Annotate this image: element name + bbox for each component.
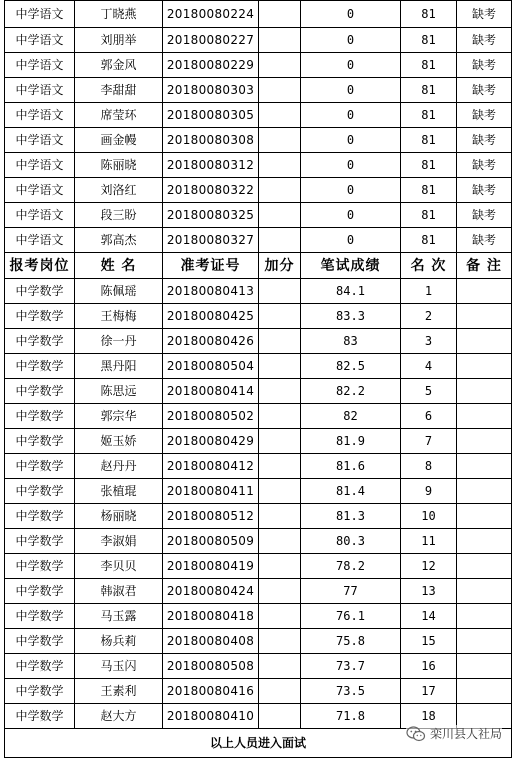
- cell-id: 20180080410: [163, 704, 259, 729]
- cell-score: 81.4: [301, 479, 401, 504]
- cell-score: 0: [301, 203, 401, 228]
- cell-post: 中学数学: [5, 579, 75, 604]
- header-add: 加分: [259, 253, 301, 279]
- cell-score: 76.1: [301, 604, 401, 629]
- cell-name: 刘洛红: [75, 178, 163, 203]
- cell-post: 中学数学: [5, 329, 75, 354]
- cell-post: 中学语文: [5, 128, 75, 153]
- cell-note: 缺考: [457, 78, 512, 103]
- cell-note: [457, 654, 512, 679]
- table-row: [5, 304, 512, 329]
- table-row: [5, 178, 512, 203]
- table-row: [5, 329, 512, 354]
- cell-note: [457, 679, 512, 704]
- cell-name: 郭金风: [75, 53, 163, 78]
- table-row: [5, 354, 512, 379]
- cell-rank: 6: [401, 404, 457, 429]
- cell-note: 缺考: [457, 178, 512, 203]
- cell-name: 陈佩瑶: [75, 279, 163, 304]
- cell-id: 20180080419: [163, 554, 259, 579]
- cell-score: 73.5: [301, 679, 401, 704]
- cell-rank: 2: [401, 304, 457, 329]
- cell-rank: 81: [401, 53, 457, 78]
- cell-add: [259, 53, 301, 78]
- cell-post: 中学语文: [5, 203, 75, 228]
- cell-add: [259, 279, 301, 304]
- cell-id: 20180080413: [163, 279, 259, 304]
- cell-score: 83.3: [301, 304, 401, 329]
- cell-name: 画金幔: [75, 128, 163, 153]
- cell-note: 缺考: [457, 153, 512, 178]
- table-row: [5, 53, 512, 78]
- cell-add: [259, 629, 301, 654]
- cell-score: 81.9: [301, 429, 401, 454]
- cell-add: [259, 454, 301, 479]
- cell-id: 20180080418: [163, 604, 259, 629]
- cell-name: 段三盼: [75, 203, 163, 228]
- cell-rank: 9: [401, 479, 457, 504]
- cell-score: 0: [301, 53, 401, 78]
- footer-note: 以上人员进入面试: [5, 729, 512, 758]
- cell-add: [259, 429, 301, 454]
- cell-id: 20180080502: [163, 404, 259, 429]
- cell-rank: 13: [401, 579, 457, 604]
- cell-add: [259, 28, 301, 53]
- table-row: [5, 153, 512, 178]
- cell-rank: 81: [401, 228, 457, 253]
- table-row: [5, 679, 512, 704]
- cell-note: [457, 629, 512, 654]
- cell-post: 中学数学: [5, 704, 75, 729]
- table-row: [5, 479, 512, 504]
- cell-score: 73.7: [301, 654, 401, 679]
- table-row: [5, 579, 512, 604]
- cell-post: 中学数学: [5, 629, 75, 654]
- cell-id: 20180080224: [163, 1, 259, 28]
- cell-rank: 5: [401, 379, 457, 404]
- cell-id: 20180080411: [163, 479, 259, 504]
- cell-post: 中学数学: [5, 654, 75, 679]
- cell-rank: 81: [401, 203, 457, 228]
- cell-score: 78.2: [301, 554, 401, 579]
- cell-post: 中学数学: [5, 554, 75, 579]
- cell-note: [457, 354, 512, 379]
- cell-id: 20180080322: [163, 178, 259, 203]
- cell-add: [259, 228, 301, 253]
- cell-name: 李甜甜: [75, 78, 163, 103]
- watermark-text: 栾川县人社局: [429, 727, 502, 741]
- cell-note: [457, 304, 512, 329]
- table-row: [5, 78, 512, 103]
- cell-post: 中学数学: [5, 279, 75, 304]
- cell-rank: 3: [401, 329, 457, 354]
- table-body-bottom: [5, 279, 512, 729]
- cell-note: [457, 404, 512, 429]
- cell-rank: 11: [401, 529, 457, 554]
- cell-name: 陈丽晓: [75, 153, 163, 178]
- cell-post: 中学语文: [5, 178, 75, 203]
- cell-score: 82.2: [301, 379, 401, 404]
- cell-score: 0: [301, 228, 401, 253]
- table-body-top: [5, 1, 512, 253]
- cell-add: [259, 679, 301, 704]
- cell-rank: 10: [401, 504, 457, 529]
- cell-post: 中学数学: [5, 304, 75, 329]
- cell-post: 中学语文: [5, 153, 75, 178]
- cell-add: [259, 128, 301, 153]
- cell-note: [457, 429, 512, 454]
- cell-id: 20180080227: [163, 28, 259, 53]
- cell-post: 中学语文: [5, 53, 75, 78]
- cell-add: [259, 504, 301, 529]
- header-id: 准考证号: [163, 253, 259, 279]
- cell-note: [457, 379, 512, 404]
- cell-post: 中学语文: [5, 103, 75, 128]
- table-row: [5, 429, 512, 454]
- cell-add: [259, 103, 301, 128]
- cell-score: 0: [301, 178, 401, 203]
- cell-post: 中学数学: [5, 679, 75, 704]
- cell-note: 缺考: [457, 128, 512, 153]
- cell-note: [457, 579, 512, 604]
- cell-name: 姬玉娇: [75, 429, 163, 454]
- cell-id: 20180080429: [163, 429, 259, 454]
- cell-post: 中学数学: [5, 354, 75, 379]
- cell-add: [259, 479, 301, 504]
- cell-note: 缺考: [457, 228, 512, 253]
- cell-rank: 81: [401, 103, 457, 128]
- cell-note: [457, 329, 512, 354]
- cell-note: 缺考: [457, 53, 512, 78]
- cell-score: 0: [301, 78, 401, 103]
- header-score: 笔试成绩: [301, 253, 401, 279]
- cell-score: 81.6: [301, 454, 401, 479]
- table-row: [5, 128, 512, 153]
- cell-rank: 81: [401, 1, 457, 28]
- cell-name: 王素利: [75, 679, 163, 704]
- cell-note: [457, 454, 512, 479]
- cell-post: 中学数学: [5, 529, 75, 554]
- cell-add: [259, 78, 301, 103]
- cell-note: [457, 554, 512, 579]
- header-name: 姓 名: [75, 253, 163, 279]
- cell-post: 中学语文: [5, 78, 75, 103]
- cell-id: 20180080325: [163, 203, 259, 228]
- cell-name: 李淑娟: [75, 529, 163, 554]
- cell-note: 缺考: [457, 103, 512, 128]
- cell-id: 20180080426: [163, 329, 259, 354]
- cell-rank: 16: [401, 654, 457, 679]
- cell-add: [259, 404, 301, 429]
- cell-name: 马玉闪: [75, 654, 163, 679]
- cell-id: 20180080414: [163, 379, 259, 404]
- cell-add: [259, 654, 301, 679]
- cell-add: [259, 304, 301, 329]
- cell-name: 郭高杰: [75, 228, 163, 253]
- cell-id: 20180080303: [163, 78, 259, 103]
- cell-id: 20180080412: [163, 454, 259, 479]
- cell-add: [259, 1, 301, 28]
- cell-name: 马玉露: [75, 604, 163, 629]
- table-row: [5, 379, 512, 404]
- cell-name: 韩淑君: [75, 579, 163, 604]
- wechat-icon: [406, 726, 426, 742]
- cell-note: [457, 604, 512, 629]
- table-row: [5, 604, 512, 629]
- table-row: [5, 454, 512, 479]
- cell-post: 中学数学: [5, 379, 75, 404]
- cell-post: 中学数学: [5, 429, 75, 454]
- table-row: [5, 279, 512, 304]
- score-table: [4, 0, 512, 758]
- cell-name: 郭宗华: [75, 404, 163, 429]
- cell-id: 20180080229: [163, 53, 259, 78]
- cell-rank: 12: [401, 554, 457, 579]
- cell-rank: 14: [401, 604, 457, 629]
- cell-add: [259, 178, 301, 203]
- cell-rank: 15: [401, 629, 457, 654]
- table-row: [5, 504, 512, 529]
- cell-note: [457, 279, 512, 304]
- cell-id: 20180080512: [163, 504, 259, 529]
- cell-add: [259, 554, 301, 579]
- cell-name: 徐一丹: [75, 329, 163, 354]
- cell-note: 缺考: [457, 203, 512, 228]
- watermark: [406, 725, 502, 742]
- cell-name: 杨兵莉: [75, 629, 163, 654]
- cell-score: 0: [301, 153, 401, 178]
- cell-post: 中学数学: [5, 404, 75, 429]
- cell-name: 刘朋举: [75, 28, 163, 53]
- table-row: [5, 529, 512, 554]
- cell-post: 中学语文: [5, 28, 75, 53]
- cell-add: [259, 529, 301, 554]
- header-row: [5, 253, 512, 279]
- cell-post: 中学语文: [5, 228, 75, 253]
- cell-name: 王梅梅: [75, 304, 163, 329]
- header-note: 备 注: [457, 253, 512, 279]
- cell-name: 陈思远: [75, 379, 163, 404]
- cell-id: 20180080504: [163, 354, 259, 379]
- cell-add: [259, 704, 301, 729]
- cell-note: [457, 479, 512, 504]
- cell-id: 20180080408: [163, 629, 259, 654]
- cell-add: [259, 579, 301, 604]
- cell-id: 20180080305: [163, 103, 259, 128]
- table-row: [5, 629, 512, 654]
- cell-score: 84.1: [301, 279, 401, 304]
- cell-score: 83: [301, 329, 401, 354]
- cell-note: [457, 504, 512, 529]
- cell-add: [259, 203, 301, 228]
- table-row: [5, 228, 512, 253]
- cell-rank: 18: [401, 704, 457, 729]
- cell-score: 0: [301, 1, 401, 28]
- cell-add: [259, 153, 301, 178]
- cell-post: 中学语文: [5, 1, 75, 28]
- table-row: [5, 404, 512, 429]
- cell-id: 20180080312: [163, 153, 259, 178]
- table-row: [5, 654, 512, 679]
- cell-name: 黑丹阳: [75, 354, 163, 379]
- cell-post: 中学数学: [5, 504, 75, 529]
- cell-name: 张植琨: [75, 479, 163, 504]
- cell-score: 82.5: [301, 354, 401, 379]
- table-row: [5, 554, 512, 579]
- cell-score: 71.8: [301, 704, 401, 729]
- cell-rank: 7: [401, 429, 457, 454]
- cell-rank: 81: [401, 178, 457, 203]
- cell-note: 缺考: [457, 1, 512, 28]
- cell-id: 20180080308: [163, 128, 259, 153]
- cell-post: 中学数学: [5, 454, 75, 479]
- cell-rank: 81: [401, 78, 457, 103]
- cell-post: 中学数学: [5, 479, 75, 504]
- cell-id: 20180080508: [163, 654, 259, 679]
- header-rank: 名 次: [401, 253, 457, 279]
- cell-score: 75.8: [301, 629, 401, 654]
- cell-id: 20180080509: [163, 529, 259, 554]
- cell-name: 席莹环: [75, 103, 163, 128]
- header-post: 报考岗位: [5, 253, 75, 279]
- cell-id: 20180080416: [163, 679, 259, 704]
- cell-name: 丁晓燕: [75, 1, 163, 28]
- cell-id: 20180080327: [163, 228, 259, 253]
- cell-rank: 1: [401, 279, 457, 304]
- table-row: [5, 103, 512, 128]
- cell-rank: 4: [401, 354, 457, 379]
- cell-name: 李贝贝: [75, 554, 163, 579]
- cell-score: 0: [301, 28, 401, 53]
- cell-add: [259, 354, 301, 379]
- cell-score: 0: [301, 128, 401, 153]
- table-row: [5, 203, 512, 228]
- cell-score: 81.3: [301, 504, 401, 529]
- cell-add: [259, 604, 301, 629]
- cell-score: 80.3: [301, 529, 401, 554]
- table-row: [5, 28, 512, 53]
- cell-name: 杨丽晓: [75, 504, 163, 529]
- cell-rank: 17: [401, 679, 457, 704]
- cell-add: [259, 329, 301, 354]
- table-header: [5, 253, 512, 279]
- cell-score: 0: [301, 103, 401, 128]
- cell-name: 赵大方: [75, 704, 163, 729]
- cell-post: 中学数学: [5, 604, 75, 629]
- cell-rank: 8: [401, 454, 457, 479]
- cell-id: 20180080425: [163, 304, 259, 329]
- cell-note: [457, 529, 512, 554]
- cell-rank: 81: [401, 153, 457, 178]
- cell-score: 82: [301, 404, 401, 429]
- cell-rank: 81: [401, 128, 457, 153]
- cell-id: 20180080424: [163, 579, 259, 604]
- cell-note: 缺考: [457, 28, 512, 53]
- cell-rank: 81: [401, 28, 457, 53]
- cell-score: 77: [301, 579, 401, 604]
- cell-add: [259, 379, 301, 404]
- cell-name: 赵丹丹: [75, 454, 163, 479]
- table-row: [5, 1, 512, 28]
